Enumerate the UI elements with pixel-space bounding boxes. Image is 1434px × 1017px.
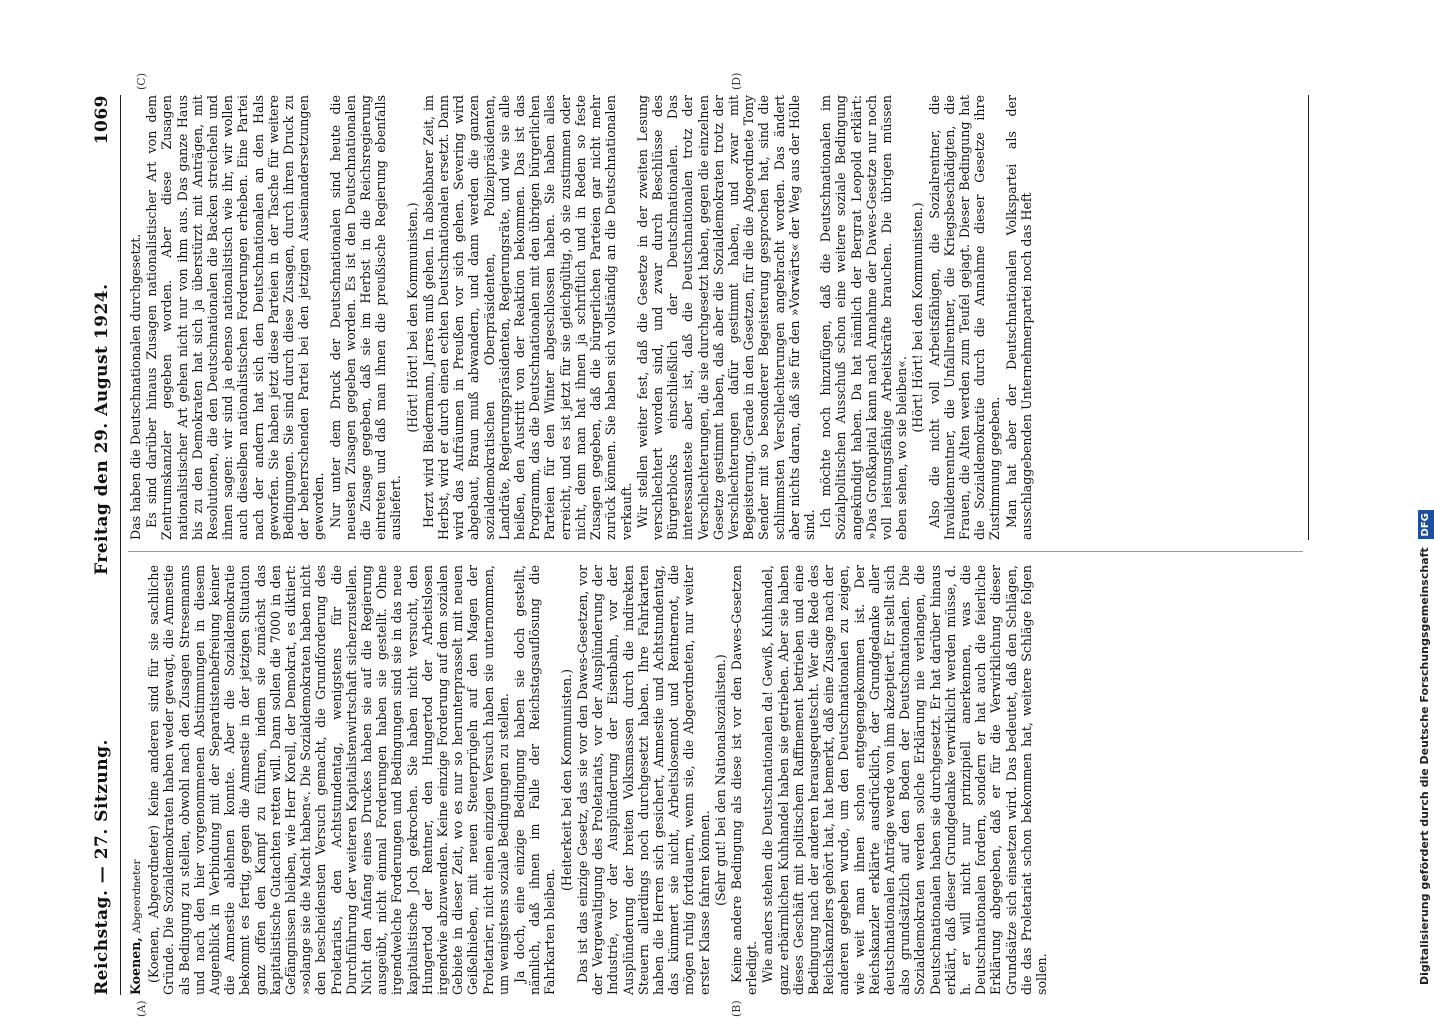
paragraph: Wie anders stehen die Deutschnationalen da! Gewiß, Kuhhandel, ganz erbärmlichen Kuhhandel haben sie getrieben. Aber sie haben dieses Geschäft mit politischem Raffinement betrieben und eine Bedingung nach der anderen herausgequetscht. Wer die Rede des Reichskanzlers gehört hat, hat bemerkt, daß eine Zusage nach der anderen gegeben wurde, um den Deutschnationalen zu zeigen, wie weit man ihnen schon entgegengekommen ist. Der Reichskanzler erklärte ausdrücklich, der Grundgedanke aller deutschnationalen Anträge werde von ihm akzeptiert. Er stellt sich also grundsätzlich auf den Boden der Deutschnationalen. Die Sozialdemokraten werden solche Erklärung nie verlangen, die Deutschnationalen haben sie durchgesetzt. Er hat darüber hinaus erklärt, daß dieser Grundgedanke verwirklicht werden müsse, d. h. er will nicht nur prinzipiell anerkennen, was die Deutschnationalen fordern, sondern er hat auch die feierliche Erklärung abgegeben, daß er für die Verwirklichung dieser Grundsätze sich einsetzen wird. Das bedeutet, daß den Schlägen, die das Proletariat schon bekommen hat, weitere Schläge folgen sollen.	[760, 565, 1049, 995]
interjection: (Hört! Hört! bei den Kommunisten.)	[910, 202, 926, 433]
page-header	[90, 95, 116, 995]
paragraph: (Koenen, Abgeordneter) Keine anderen sind für sie sachliche Gründe. Die Sozialdemokraten haben weder gewagt, die Amnestie als Bedingung zu stellen, obwohl nach den Zusagen Stresemanns und nach den hier vorgenommenen Abstimmungen in diesem Augenblick in Verbindung mit der Separatistenbefreiung keiner die Amnestie ablehnen konnte. Aber die Sozialdemokratie bekommt es fertig, gegen die Amnestie in der jetzigen Situation ganz offen den Kampf zu führen, indem sie zunächst das kapitalistische Gutachten retten will. Dann sollen die 7000 in den Gefängnissen bleiben, wie Herr Korell, der Demokrat, es diktiert: »solange sie die Macht haben«. Die Sozialdemokraten haben nicht den bescheidensten Versuch gemacht, die Grundforderung des Proletariats, den Achtstundentag, wenigstens für die Durchführung der weiteren Kapitalistenwirtschaft sicherzustellen. Nicht den Anfang eines Druckes haben sie auf die Regierung ausgeübt, nicht einmal Forderungen haben sie gestellt. Ohne irgendwelche Forderungen und Bedingungen sind sie in das neue kapitalistische Joch gekrochen. Sie haben nicht versucht, den Hungertod der Rentner, den Hungertod der Arbeitslosen irgendwie abzuwenden. Keine einzige Forderung auf dem sozialen Gebiete in dieser Zeit, wo es nur so herunterprasselt mit neuen Geißelhieben, mit neuen Steuerprügeln auf den Magen der Proletarier, nicht einen einzigen Versuch haben sie unternommen, um wenigstens soziale Bedingungen zu stellen.	[146, 565, 511, 995]
header-left: Reichstag. — 27. Sitzung.	[92, 739, 112, 995]
paragraph: Keine andere Bedingung als diese ist vor den Dawes-Gesetzen erledigt.	[728, 565, 760, 995]
margin-mark-c: (C)	[135, 73, 148, 90]
bottom-rule	[1308, 95, 1309, 540]
paragraph: Ja doch, eine einzige Bedingung haben sie doch gestellt, nämlich, daß ihnen im Falle der Reichstagsauflösung die Fahrkarten bleiben.	[512, 565, 558, 995]
margin-mark-a: (A)	[135, 1000, 148, 1017]
paragraph: Man hat aber der Deutschnationalen Volkspartei als der ausschlaggebenden Unternehmerpartei noch das Heft	[1003, 95, 1034, 540]
paragraph: Wir stellen weiter fest, daß die Gesetze in der zweiten Lesung verschlechtert worden sind, und zwar durch Beschlüsse des Bürgerblocks einschließlich der Deutschnationalen. Das interessanteste aber ist, daß die Deutschnationalen trotz der Verschlechterungen, die sie durchgesetzt haben, gegen die einzelnen Gesetze gestimmt haben, daß aber die Sozialdemokraten trotz der Verschlechterungen dafür gestimmt haben, und zwar mit Begeisterung. Gerade in den Gesetzen, für die die Abgeordnete Tony Sender mit so besonderer Begeisterung gesprochen hat, sind die schlimmsten Verschlechterungen angebracht worden. Das ändert aber nichts daran, daß sie für den »Vorwärts« der Weg aus der Hölle sind.	[634, 95, 817, 540]
column-right	[128, 95, 1308, 540]
paragraph: Nur unter dem Druck der Deutschnationalen sind heute die neuesten Zusagen gegeben worden. Es ist den Deutschnationalen die Zusage gegeben, daß sie im Herbst in die Reichsregierung eintreten und daß man ihnen die preußische Regierung ebenfalls ausliefert.	[327, 95, 404, 540]
page-number: 1069	[92, 95, 112, 145]
paragraph: Das haben die Deutschnationalen durchgesetzt.	[128, 233, 143, 540]
header-date: Freitag den 29. August 1924.	[92, 283, 112, 575]
speaker-name: Koenen,	[128, 937, 143, 995]
speaker-line	[128, 565, 145, 995]
interjection: (Sehr gut! bei den Nationalsozialisten.)	[712, 654, 728, 906]
paragraph: Das ist das einzige Gesetz, das sie vor den Dawes-Gesetzen, vor der Vergewaltigung des Proletariats, vor der Ausplünderung der Industrie, vor der Ausplünderung der Eisenbahn, vor der Ausplünderung der breiten Volksmassen durch die indirekten Steuern allerdings noch durchgesetzt haben. Ihre Fahrkarten haben die Herren sich gesichert, Amnestie und Achtstundentag, das kümmert sie nicht, Arbeitslosennot und Rentnernot, die mögen ruhig fortdauern, wenn sie, die Abgeordneten, nur weiter erster Klasse fahren können.	[574, 565, 712, 995]
interjection: (Hört! Hört! bei den Kommunisten.)	[404, 202, 420, 433]
speaker-note: Abgeordneter	[131, 859, 143, 934]
paragraph: Es sind darüber hinaus Zusagen nationalistischer Art von dem Zentrumskanzler gegeben worden. Aber diese Zusagen nationalistischer Art gehen nicht nur von ihm aus. Das ganze Haus bis zu den Demokraten hat sich ja überstürzt mit Anträgen, mit Resolutionen, die den Deutschnationalen die Backen streicheln und ihnen sagen: wir sind ja ebenso nationalistisch wie ihr, wir wollen auch dieselben nationalistischen Forderungen erheben. Eine Partei nach der andern hat sich den Deutschnationalen an den Hals geworfen. Sie haben jetzt diese Parteien in der Tasche für weitere Bedingungen. Sie sind durch diese Zusagen, durch ihren Druck zu der beherrschenden Partei bei den jetzigen Auseinandersetzungen geworden.	[144, 95, 327, 540]
interjection: (Heiterkeit bei den Kommunisten.)	[558, 668, 574, 892]
dfg-credit-text: Digitalisierung gefördert durch die Deutsche Forschungsgemeinschaft	[1418, 547, 1431, 985]
rotated-page-frame	[90, 72, 1320, 1017]
dfg-sidebar	[1417, 5, 1433, 995]
column-divider	[128, 551, 1303, 552]
margin-mark-b: (B)	[730, 1000, 743, 1017]
paragraph: Ich möchte noch hinzufügen, daß die Deutschnationalen im Sozialpolitischen Ausschuß schon eine weitere soziale Bedingung angekündigt haben. Da hat nämlich der Bergrat Leopold erklärt: »Das Großkapital kann nach Annahme der Dawes-Gesetze nur noch voll leistungsfähige Arbeitskräfte brauchen. Die übrigen müssen eben sehen, wo sie bleiben«.	[818, 95, 910, 540]
paragraph: Herzt wird Biedermann, Jarres muß gehen. In absehbarer Zeit, im Herbst, wird er durch einen echten Deutschnationalen ersetzt. Dann wird das Aufräumen in Preußen vor sich gehen. Severing wird abgebaut, Braun muß abwandern, und dann werden die ganzen sozialdemokratischen Oberpräsidenten, Polizeipräsidenten, Landräte, Regierungspräsidenten, Regierungsräte, und wie sie alle heißen, den Austritt von der Reaktion bekommen. Das ist das Programm, das die Deutschnationalen mit den übrigen bürgerlichen Parteien für den Winter abgeschlossen haben. Sie haben alles erreicht, und es ist jetzt für sie gleichgültig, ob sie zustimmen oder nicht, denn man hat ihnen ja schriftlich und in Reden so feste Zusagen gegeben, daß die bürgerlichen Parteien gar nicht mehr zurück können. Sie haben sich vollständig an die Deutschnationalen verkauft.	[420, 95, 634, 540]
paragraph: Also die nicht voll Arbeitsfähigen, die Sozialrentner, die Invalidenrentner, die Unfallrentner, die Kriegsbeschädigten, die Frauen, die Alten werden zum Teufel gejagt. Dieser Bedingung hat die Sozialdemokratie durch die Annahme dieser Gesetze ihre Zustimmung gegeben.	[926, 95, 1003, 540]
dfg-credit	[1417, 0, 1433, 995]
margin-mark-d: (D)	[730, 72, 743, 90]
header-rule	[120, 95, 121, 995]
dfg-logo: DFG	[1418, 510, 1434, 539]
column-left	[128, 565, 1308, 995]
